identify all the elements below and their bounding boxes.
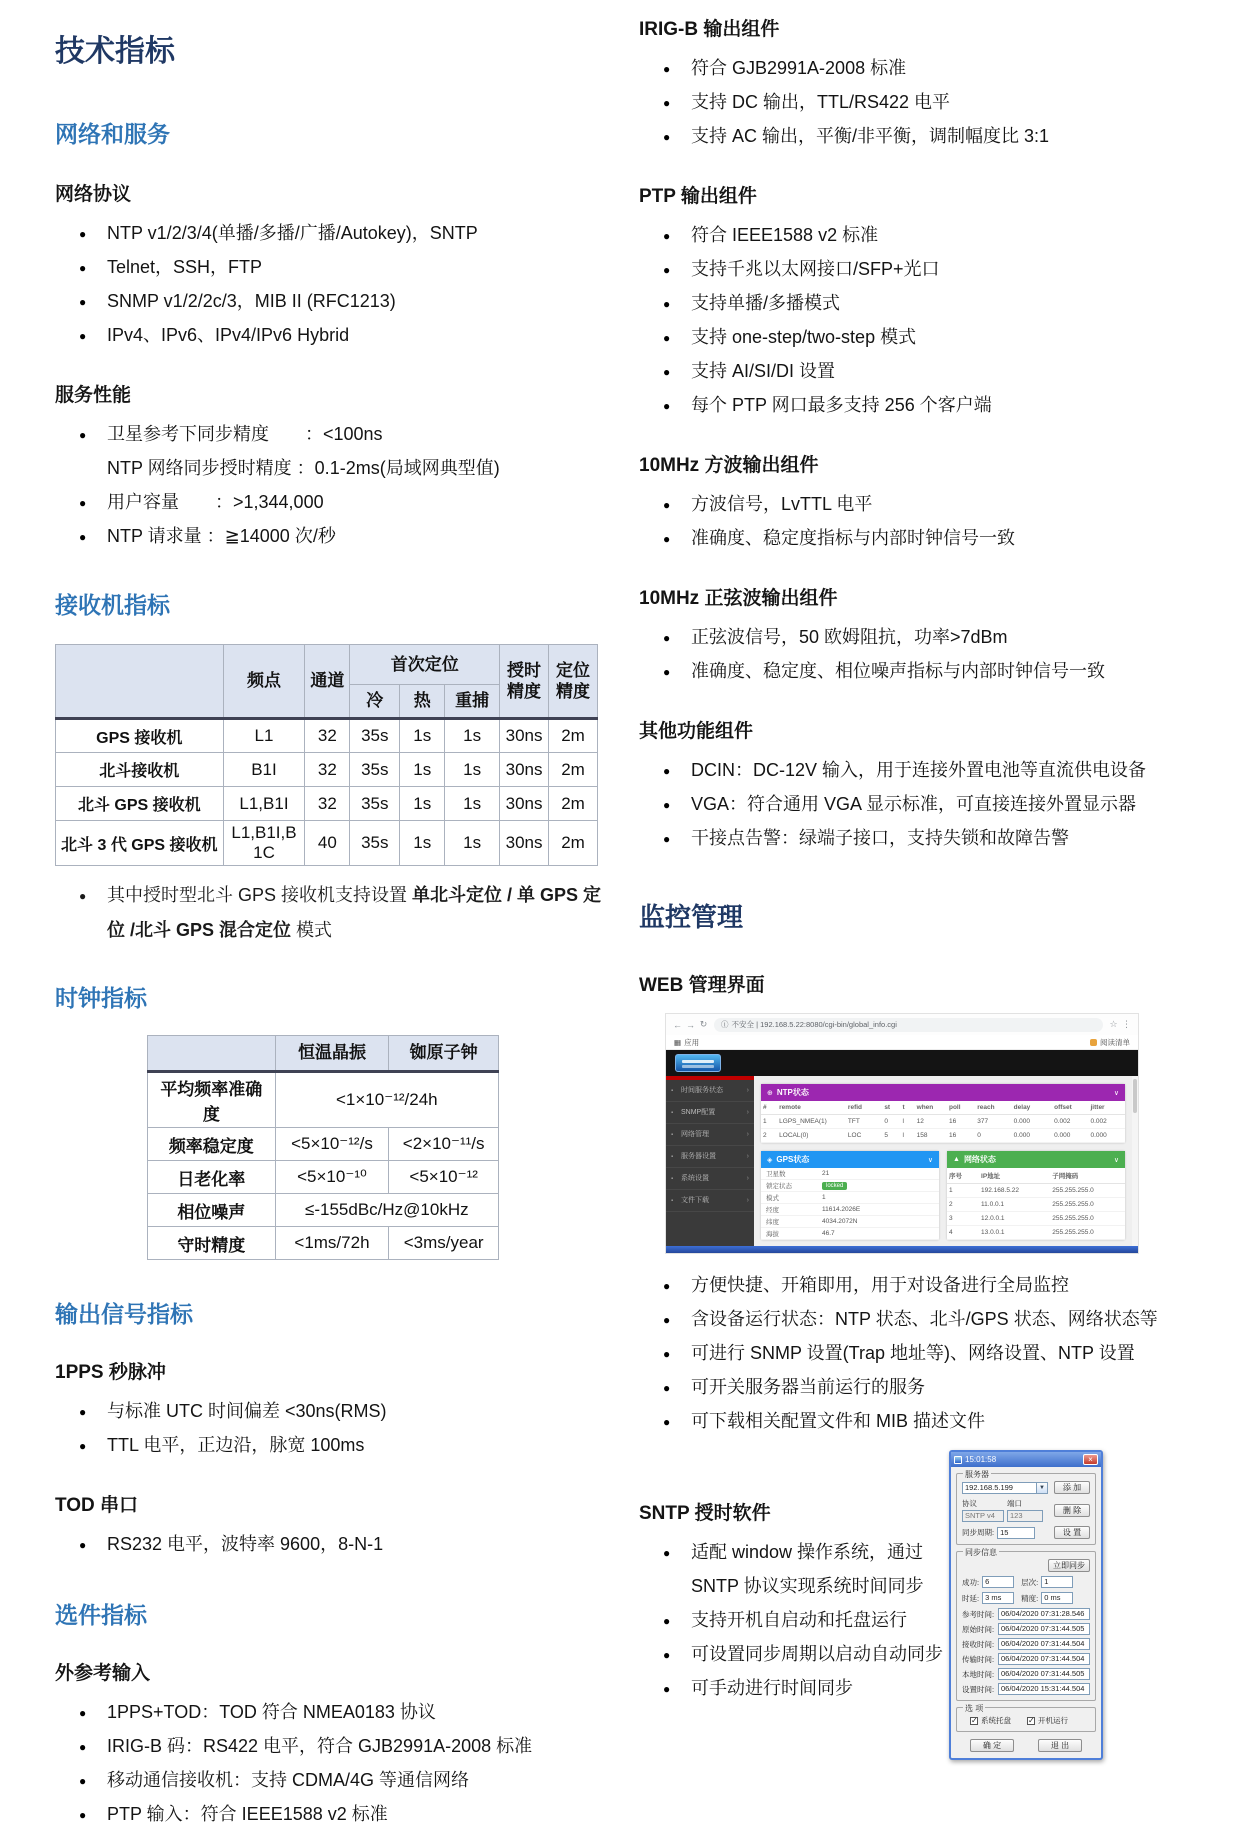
square-wave-list xyxy=(639,487,1201,555)
reading-list-label[interactable]: 阅读清单 xyxy=(1100,1037,1130,1047)
service-performance-list xyxy=(55,417,603,553)
section-network-services: 网络和服务 xyxy=(55,121,170,147)
gps-row: 海拔 46.7 xyxy=(761,1228,939,1240)
heading-ptp: PTP 输出组件 xyxy=(639,186,757,207)
time-label: 原始时间: xyxy=(962,1624,995,1634)
table-row: 频率稳定度 <5×10⁻¹²/s <2×10⁻¹¹/s xyxy=(148,1128,499,1161)
bullet-item: ● 支持单播/多播模式 xyxy=(663,286,1201,320)
rx-col-cold: 冷 xyxy=(350,685,400,719)
close-icon[interactable]: × xyxy=(1083,1454,1098,1465)
bullet-item: ● 可设置同步周期以启动自动同步 xyxy=(663,1637,961,1671)
sync-info-group xyxy=(956,1548,1096,1701)
clk-col-rubidium: 铷原子钟 xyxy=(389,1036,499,1072)
ntp-col-header: refid xyxy=(846,1101,882,1115)
gps-status-panel xyxy=(761,1151,939,1240)
checkbox-icon xyxy=(1027,1717,1035,1725)
bullet-item: ● VGA：符合通用 VGA 显示标准，可直接连接外置显示器 xyxy=(663,787,1201,821)
table-row: GPS 接收机 L1 32 35s 1s 1s 30ns 2m xyxy=(56,719,598,753)
bullet-item: ● SNMP v1/2/2c/3，MIB II (RFC1213) xyxy=(79,284,603,318)
web-ui-screenshot xyxy=(665,1013,1139,1254)
delay-label: 时延: xyxy=(962,1593,980,1603)
tray-checkbox[interactable]: ✓ 系统托盘 xyxy=(970,1715,1011,1726)
heading-1pps: 1PPS 秒脉冲 xyxy=(55,1362,166,1383)
sntp-section xyxy=(639,1448,1201,1782)
time-field: 06/04/2020 07:31:44.504 xyxy=(998,1653,1090,1665)
perf-line-2: NTP 网络同步授时精度 ：0.1-2ms(局域网典型值) xyxy=(107,458,500,478)
delay-field: 3 ms xyxy=(982,1592,1014,1604)
ok-button[interactable]: 确 定 xyxy=(970,1739,1014,1752)
bullet-item: ● 可进行 SNMP 设置(Trap 地址等)、网络设置、NTP 设置 xyxy=(663,1336,1201,1370)
dialog-app-icon xyxy=(954,1456,962,1464)
web-app-header xyxy=(666,1050,1138,1076)
network-panel-title: 网络状态 xyxy=(963,1155,996,1164)
table-row: 1 LGPS_NMEA(1) TFT 0 l 12 16 377 0.000 0.002 0.002 xyxy=(761,1115,1125,1129)
bullet-item: ● 每个 PTP 网口最多支持 256 个客户端 xyxy=(663,388,1201,422)
bullet-item: ● 支持千兆以太网接口/SFP+光口 xyxy=(663,252,1201,286)
gps-panel-icon: ◈ xyxy=(767,1156,773,1164)
section-monitoring: 监控管理 xyxy=(639,902,744,932)
network-table-body xyxy=(947,1184,1125,1240)
bullet-item: ● 支持 DC 输出，TTL/RS422 电平 xyxy=(663,85,1201,119)
bullet-item: ● 准确度、稳定度、相位噪声指标与内部时钟信号一致 xyxy=(663,654,1201,688)
heading-10mhz-square: 10MHz 方波输出组件 xyxy=(639,455,819,476)
collapse-icon[interactable]: ∨ xyxy=(927,1156,933,1164)
page-title: 技术指标 xyxy=(55,35,175,68)
bullet-item: ● IPv4、IPv6、IPv4/IPv6 Hybrid xyxy=(79,318,603,352)
collapse-icon[interactable]: ∨ xyxy=(1113,1156,1119,1164)
note-text-2: 模式 xyxy=(291,920,333,940)
pps-list xyxy=(55,1394,603,1462)
bullet-item: ● 用户容量 ：>1,344,000 xyxy=(79,485,603,519)
time-label: 设置时间: xyxy=(962,1684,995,1694)
bullet-item: ● 可开关服务器当前运行的服务 xyxy=(663,1370,1201,1404)
options-group-label: 选 项 xyxy=(965,1704,984,1713)
other-functions-list xyxy=(639,753,1201,855)
bullet-item: ● NTP v1/2/3/4(单播/多播/广播/Autokey)，SNTP xyxy=(79,216,603,250)
bullet-item: ● 支持 AI/SI/DI 设置 xyxy=(663,354,1201,388)
heading-10mhz-sine: 10MHz 正弦波输出组件 xyxy=(639,588,838,609)
rx-col-freq: 频点 xyxy=(223,645,305,719)
left-column xyxy=(55,10,603,1831)
heading-sntp-software: SNTP 授时软件 xyxy=(639,1503,771,1524)
ntp-col-header: offset xyxy=(1052,1101,1088,1115)
web-ui-feature-list xyxy=(639,1268,1201,1438)
web-sidebar xyxy=(666,1076,754,1246)
bullet-item: ● TTL 电平，正边沿，脉宽 100ms xyxy=(79,1428,603,1462)
ntp-col-header: delay xyxy=(1012,1101,1052,1115)
clk-col-ocxo: 恒温晶振 xyxy=(275,1036,389,1072)
time-field: 06/04/2020 07:31:28.546 xyxy=(998,1608,1090,1620)
rx-col-timing: 授时精度 xyxy=(500,645,549,719)
success-label: 成功: xyxy=(962,1577,980,1587)
ntp-col-header: remote xyxy=(777,1101,846,1115)
right-column xyxy=(639,10,1201,1831)
receiver-note xyxy=(79,878,603,948)
stratum-field: 1 xyxy=(1041,1576,1073,1588)
success-field: 6 xyxy=(982,1576,1014,1588)
gps-row: 经度 11614.2026E xyxy=(761,1204,939,1216)
rx-col-firstfix: 首次定位 xyxy=(350,645,500,685)
sync-info-group-label: 同步信息 xyxy=(965,1548,997,1557)
add-button[interactable]: 添 加 xyxy=(1054,1481,1090,1494)
ntp-status-panel xyxy=(761,1084,1125,1143)
bullet-item xyxy=(79,417,603,485)
windows-taskbar xyxy=(666,1246,1138,1253)
gps-row: 纬度 4034.2072N xyxy=(761,1216,939,1228)
ntp-panel-header xyxy=(761,1084,1125,1101)
rx-col-position: 定位精度 xyxy=(549,645,598,719)
rx-col-channel: 通道 xyxy=(305,645,350,719)
web-app-window xyxy=(666,1050,1138,1253)
bullet-item: ● Telnet，SSH，FTP xyxy=(79,250,603,284)
heading-service-performance: 服务性能 xyxy=(55,385,132,406)
exit-button[interactable]: 退 出 xyxy=(1038,1739,1082,1752)
bullet-item xyxy=(79,878,609,948)
gps-row: 卫星数 21 xyxy=(761,1168,939,1180)
bookmarks-bar xyxy=(666,1035,1138,1050)
star-icon[interactable]: ☆ xyxy=(1109,1019,1118,1029)
receiver-table-body xyxy=(56,719,598,866)
options-group xyxy=(956,1704,1096,1732)
table-row: 守时精度 <1ms/72h <3ms/year xyxy=(148,1227,499,1260)
perf-line-1: ● 卫星参考下同步精度 ：<100ns xyxy=(107,424,383,444)
bullet-item: ● IRIG-B 码：RS422 电平，符合 GJB2991A-2008 标准 xyxy=(79,1729,603,1763)
time-field: 06/04/2020 07:31:44.505 xyxy=(998,1668,1090,1680)
precision-label: 精度: xyxy=(1021,1593,1039,1603)
bullet-item: ● 正弦波信号，50 欧姆阻抗，功率>7dBm xyxy=(663,620,1201,654)
time-field: 06/04/2020 07:31:44.505 xyxy=(998,1623,1090,1635)
server-group xyxy=(956,1470,1096,1545)
time-label: 传输时间: xyxy=(962,1654,995,1664)
set-button[interactable]: 设 置 xyxy=(1054,1526,1090,1539)
table-row: 2 11.0.0.1 255.255.255.0 xyxy=(947,1198,1125,1212)
table-row: 4 13.0.0.1 255.255.255.0 xyxy=(947,1226,1125,1240)
ntp-col-header: st xyxy=(882,1101,900,1115)
bullet-item: ● 含设备运行状态：NTP 状态、北斗/GPS 状态、网络状态等 xyxy=(663,1302,1201,1336)
note-bold: 单北斗定位 / 单 GPS 定位 /北斗 GPS 混合定位 xyxy=(107,885,602,940)
ntp-col-header: reach xyxy=(975,1101,1011,1115)
checkbox-icon xyxy=(970,1717,978,1725)
heading-web-ui: WEB 管理界面 xyxy=(639,975,765,996)
ntp-col-header: poll xyxy=(947,1101,975,1115)
bullet-item: ● 方波信号，LvTTL 电平 xyxy=(663,487,1201,521)
precision-field: 0 ms xyxy=(1041,1592,1073,1604)
network-protocol-list xyxy=(55,216,603,352)
bullet-item: ● 与标准 UTC 时间偏差 <30ns(RMS) xyxy=(79,1394,603,1428)
bullet-item: ● 1PPS+TOD：TOD 符合 NMEA0183 协议 xyxy=(79,1695,603,1729)
sntp-feature-list xyxy=(639,1535,961,1705)
network-status-table xyxy=(947,1168,1125,1240)
browser-menu-icon[interactable]: ⋮ xyxy=(1122,1019,1131,1029)
server-group-label: 服务器 xyxy=(965,1470,989,1479)
time-field: 06/04/2020 07:31:44.504 xyxy=(998,1638,1090,1650)
bullet-item: ● 可手动进行时间同步 xyxy=(663,1671,961,1705)
clk-col-empty xyxy=(148,1036,276,1072)
logo xyxy=(675,1054,721,1072)
server-address-value[interactable]: 192.168.5.199 xyxy=(962,1482,1036,1494)
scrollbar[interactable] xyxy=(1132,1076,1138,1246)
dialog-titlebar[interactable] xyxy=(951,1452,1101,1467)
bullet-item: ● 支持开机自启动和托盘运行 xyxy=(663,1603,961,1637)
sntp-dialog xyxy=(949,1450,1103,1760)
bullet-item: ● RS232 电平，波特率 9600，8-N-1 xyxy=(79,1527,603,1561)
ext-ref-list xyxy=(55,1695,603,1831)
ntp-col-header: when xyxy=(915,1101,947,1115)
gps-row: 模式 1 xyxy=(761,1192,939,1204)
delete-button[interactable]: 删 除 xyxy=(1054,1504,1090,1517)
irigb-list xyxy=(639,51,1201,153)
time-label: 参考时间: xyxy=(962,1609,995,1619)
locked-badge: locked xyxy=(822,1182,847,1190)
stratum-label: 层次: xyxy=(1021,1577,1039,1587)
ntp-col-header: jitter xyxy=(1089,1101,1126,1115)
port-field: 123 xyxy=(1007,1510,1043,1522)
bullet-item: ● 准确度、稳定度指标与内部时钟信号一致 xyxy=(663,521,1201,555)
receiver-table xyxy=(55,644,598,866)
ptp-list xyxy=(639,218,1201,422)
table-row: 北斗 3 代 GPS 接收机 L1,B1I,B1C 40 35s 1s 1s 30ns 2m xyxy=(56,821,598,866)
table-row: 3 12.0.0.1 255.255.255.0 xyxy=(947,1212,1125,1226)
tod-list xyxy=(55,1527,603,1561)
dialog-title: 15:01:58 xyxy=(965,1455,997,1464)
url-text: 不安全 | 192.168.5.22:8080/cgi-bin/global_info.cgi xyxy=(731,1020,897,1029)
network-panel-icon: ▲ xyxy=(953,1156,960,1163)
refresh-icon[interactable]: ↻ xyxy=(699,1019,708,1029)
clock-table xyxy=(147,1035,499,1260)
sidebar-item[interactable]: ▪ 网络管理 › xyxy=(666,1124,754,1146)
bullet-item: ● NTP 请求量 ：≧14000 次/秒 xyxy=(79,519,603,553)
network-status-panel xyxy=(947,1151,1125,1240)
ntp-status-table xyxy=(761,1101,1125,1143)
bullet-item: ● 移动通信接收机：支持 CDMA/4G 等通信网络 xyxy=(79,1763,603,1797)
section-receiver: 接收机指标 xyxy=(55,592,170,618)
table-row: 平均频率准确度 <1×10⁻¹²/24h xyxy=(148,1072,499,1128)
network-col-header: 序号 xyxy=(947,1168,979,1184)
table-row: 2 LOCAL(0) LOC 5 l 158 16 0 0.000 0.000 0.000 xyxy=(761,1129,1125,1143)
heading-ext-ref: 外参考输入 xyxy=(55,1663,151,1684)
web-main-area xyxy=(754,1076,1132,1246)
gps-panel-header xyxy=(761,1151,939,1168)
info-icon[interactable]: ⓘ xyxy=(721,1020,729,1029)
browser-toolbar xyxy=(666,1014,1138,1035)
sidebar-item[interactable]: ▪ 时间服务状态 › xyxy=(666,1080,754,1102)
protocol-label: 协议 xyxy=(962,1499,977,1508)
section-output-signal: 输出信号指标 xyxy=(55,1301,193,1327)
section-optional: 选件指标 xyxy=(55,1602,147,1628)
sidebar-item[interactable]: ▪ 文件下载 › xyxy=(666,1190,754,1212)
network-col-header: IP地址 xyxy=(979,1168,1050,1184)
time-field: 06/04/2020 15:31:44.504 xyxy=(998,1683,1090,1695)
table-row: 1 192.168.5.22 255.255.255.0 xyxy=(947,1184,1125,1198)
ntp-col-header: t xyxy=(901,1101,915,1115)
forward-icon[interactable]: → xyxy=(686,1019,695,1030)
sidebar-item[interactable]: ▪ 系统设置 › xyxy=(666,1168,754,1190)
heading-network-protocol: 网络协议 xyxy=(55,184,132,205)
sidebar-item[interactable]: ▪ SNMP配置 › xyxy=(666,1102,754,1124)
ntp-table-body xyxy=(761,1115,1125,1143)
rx-col-recapture: 重捕 xyxy=(445,685,500,719)
sync-period-label: 同步周期: xyxy=(962,1528,995,1537)
table-row: 日老化率 <5×10⁻¹⁰ <5×10⁻¹² xyxy=(148,1161,499,1194)
heading-tod: TOD 串口 xyxy=(55,1495,139,1516)
heading-other-functions: 其他功能组件 xyxy=(639,721,754,742)
gps-panel-title: GPS状态 xyxy=(776,1155,810,1164)
bullet-item: ● 方便快捷、开箱即用，用于对设备进行全局监控 xyxy=(663,1268,1201,1302)
section-clock: 时钟指标 xyxy=(55,985,147,1011)
sync-now-button[interactable]: 立即同步 xyxy=(1048,1559,1090,1572)
rx-col-empty xyxy=(56,645,224,719)
bullet-item: ● DCIN：DC-12V 输入，用于连接外置电池等直流供电设备 xyxy=(663,753,1201,787)
table-row: 相位噪声 ≤-155dBc/Hz@10kHz xyxy=(148,1194,499,1227)
sync-period-field[interactable]: 15 xyxy=(997,1527,1035,1539)
note-text-1: 其中授时型北斗 GPS 接收机支持设置 xyxy=(107,885,413,905)
combo-arrow-icon[interactable]: ▼ xyxy=(1036,1482,1048,1494)
network-panel-header xyxy=(947,1151,1125,1168)
rx-col-hot: 热 xyxy=(400,685,445,719)
apps-label[interactable]: 应用 xyxy=(684,1037,700,1047)
protocol-field: SNTP v4 xyxy=(962,1510,1004,1522)
time-label: 本地时间: xyxy=(962,1669,995,1679)
apps-icon[interactable]: ▦ xyxy=(674,1037,682,1047)
time-label: 接收时间: xyxy=(962,1639,995,1649)
bullet-item: ● PTP 输入：符合 IEEE1588 v2 标准 xyxy=(79,1797,603,1831)
collapse-icon[interactable]: ∨ xyxy=(1113,1089,1119,1097)
port-label: 端口 xyxy=(1007,1499,1022,1508)
run-at-startup-checkbox[interactable]: ✓ 开机运行 xyxy=(1027,1715,1068,1726)
bullet-item: ● 可下载相关配置文件和 MIB 描述文件 xyxy=(663,1404,1201,1438)
bullet-item: ● 支持 AC 输出，平衡/非平衡，调制幅度比 3:1 xyxy=(663,119,1201,153)
sine-wave-list xyxy=(639,620,1201,688)
bullet-item: ● 符合 GJB2991A-2008 标准 xyxy=(663,51,1201,85)
server-address-combo[interactable] xyxy=(962,1482,1048,1494)
bullet-item: ● 支持 one-step/two-step 模式 xyxy=(663,320,1201,354)
gps-row: 锁定状态 locked xyxy=(761,1180,939,1192)
network-col-header: 子网掩码 xyxy=(1050,1168,1125,1184)
reading-list-icon[interactable] xyxy=(1090,1039,1097,1046)
table-row: 北斗 GPS 接收机 L1,B1I 32 35s 1s 1s 30ns 2m xyxy=(56,787,598,821)
bullet-item: ● 适配 window 操作系统，通过 SNTP 协议实现系统时间同步 xyxy=(663,1535,961,1603)
heading-irigb: IRIG-B 输出组件 xyxy=(639,19,780,40)
sidebar-item[interactable]: ▪ 服务器设置 › xyxy=(666,1146,754,1168)
ntp-col-header: # xyxy=(761,1101,777,1115)
back-icon[interactable]: ← xyxy=(673,1019,682,1030)
address-bar[interactable] xyxy=(714,1018,1103,1032)
ntp-panel-title: NTP状态 xyxy=(776,1088,809,1097)
sidebar-menu xyxy=(666,1080,754,1212)
ntp-panel-icon: ⊕ xyxy=(767,1089,773,1097)
bullet-item: ● 干接点告警：绿端子接口，支持失锁和故障告警 xyxy=(663,821,1201,855)
bullet-item: ● 符合 IEEE1588 v2 标准 xyxy=(663,218,1201,252)
table-row: 北斗接收机 B1I 32 35s 1s 1s 30ns 2m xyxy=(56,753,598,787)
